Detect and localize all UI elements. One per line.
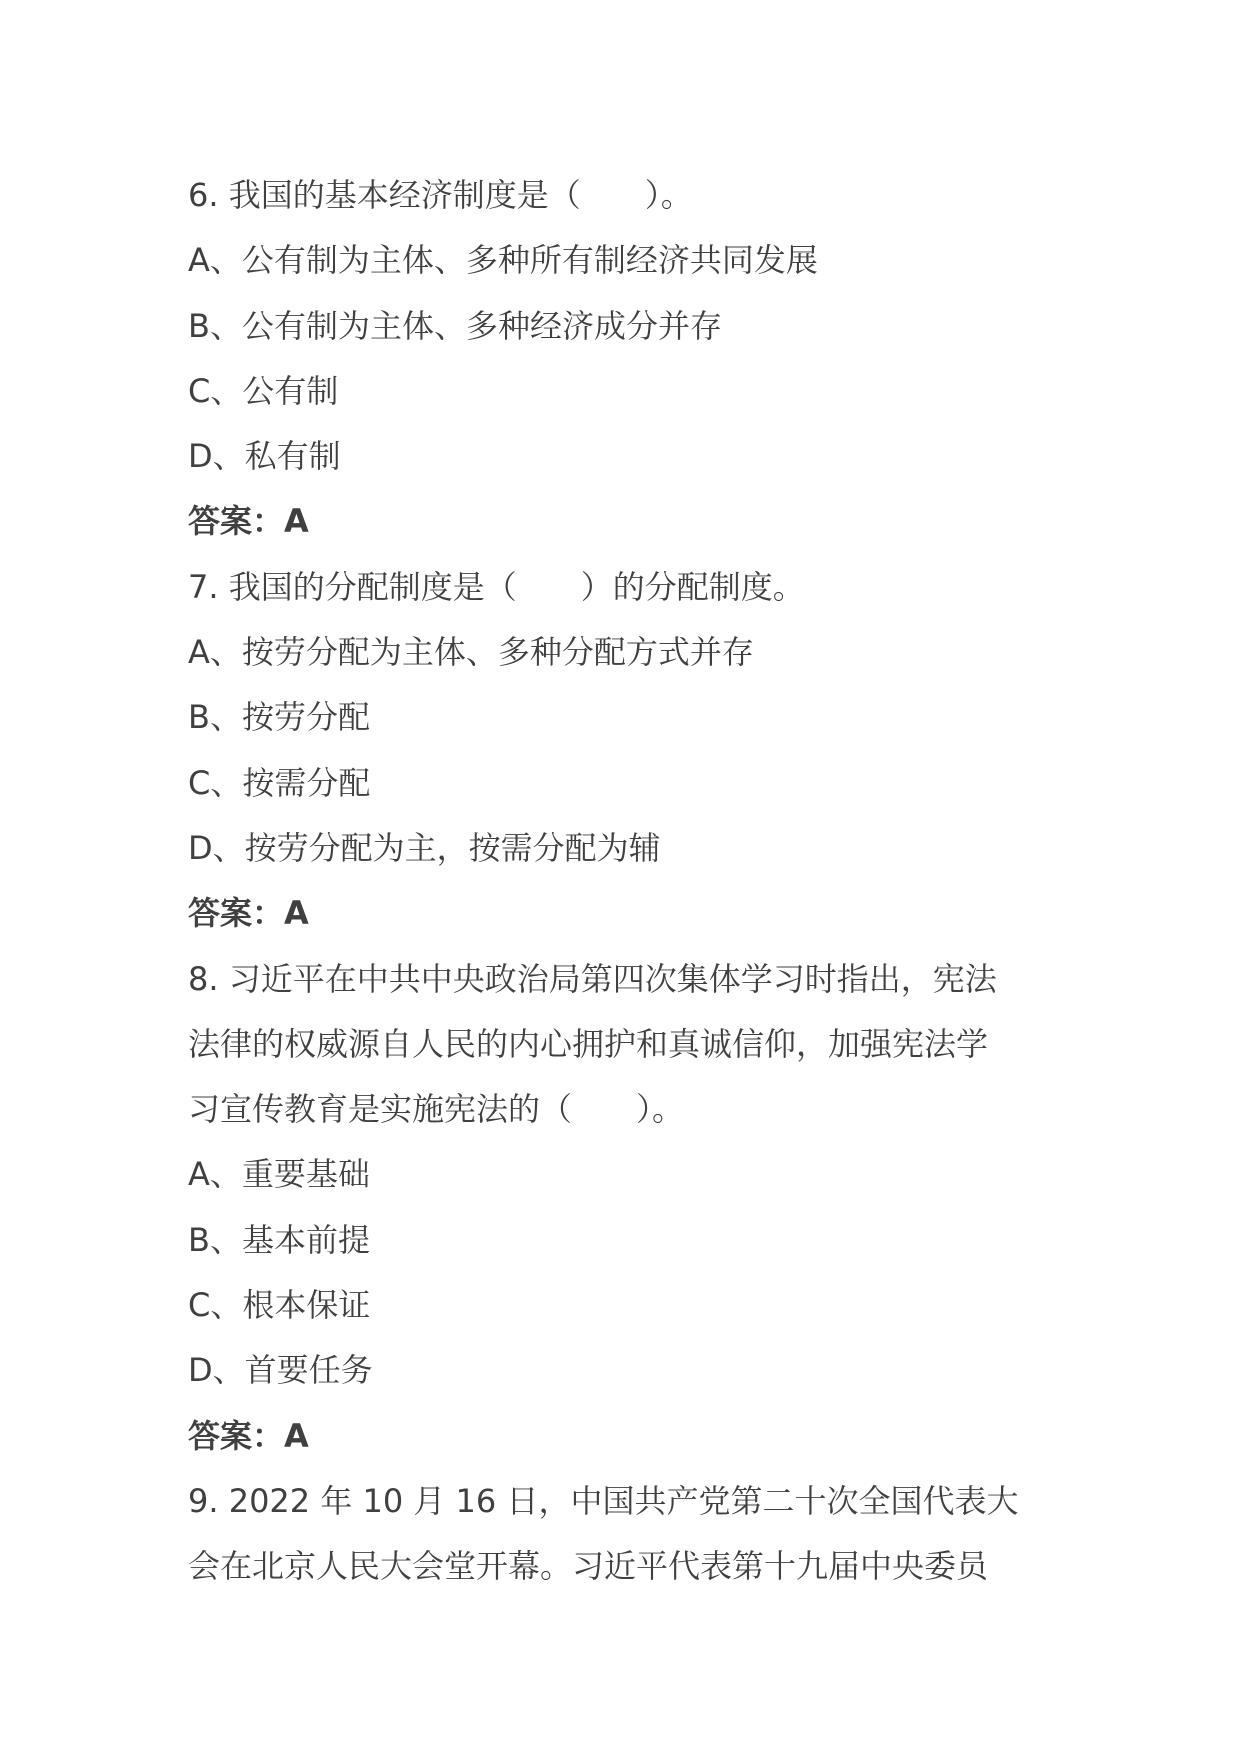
- question-stem-line-2: 会在北京人民大会堂开幕。习近平代表第十九届中央委员: [188, 1547, 989, 1586]
- question-8: [188, 947, 1068, 1469]
- question-stem-line-1: 9. 2022 年 10 月 16 日，中国共产党第二十次全国代表大: [188, 1481, 1019, 1520]
- question-stem-line-2: 法律的权威源自人民的内心拥护和真诚信仰，加强宪法学: [188, 1024, 989, 1063]
- option-b: B、基本前提: [188, 1220, 370, 1259]
- option-b: B、按劳分配: [188, 698, 370, 737]
- answer-label: 答案：A: [188, 894, 309, 933]
- question-stem: 7. 我国的分配制度是（ ）的分配制度。: [188, 567, 805, 606]
- option-c: C、公有制: [188, 371, 339, 410]
- option-b: B、公有制为主体、多种经济成分并存: [188, 306, 722, 345]
- question-7: [188, 555, 1068, 947]
- question-stem-line-1: 8. 习近平在中共中央政治局第四次集体学习时指出，宪法: [188, 959, 997, 998]
- question-6: [188, 163, 1068, 555]
- question-stem: 6. 我国的基本经济制度是（ ）。: [188, 176, 693, 214]
- question-9: [188, 1469, 1068, 1600]
- option-d: D、私有制: [188, 437, 341, 476]
- option-c: C、按需分配: [188, 763, 371, 802]
- question-stem-line-3: 习宣传教育是实施宪法的（ ）。: [188, 1090, 685, 1129]
- answer-label: 答案：A: [188, 1416, 309, 1455]
- option-d: D、按劳分配为主，按需分配为辅: [188, 828, 661, 867]
- answer-label: 答案：A: [188, 502, 309, 541]
- option-a: A、公有制为主体、多种所有制经济共同发展: [188, 241, 818, 280]
- option-a: A、重要基础: [188, 1155, 370, 1194]
- option-c: C、根本保证: [188, 1286, 371, 1325]
- option-d: D、首要任务: [188, 1351, 373, 1390]
- document-page: [188, 163, 1068, 1600]
- option-a: A、按劳分配为主体、多种分配方式并存: [188, 633, 754, 672]
